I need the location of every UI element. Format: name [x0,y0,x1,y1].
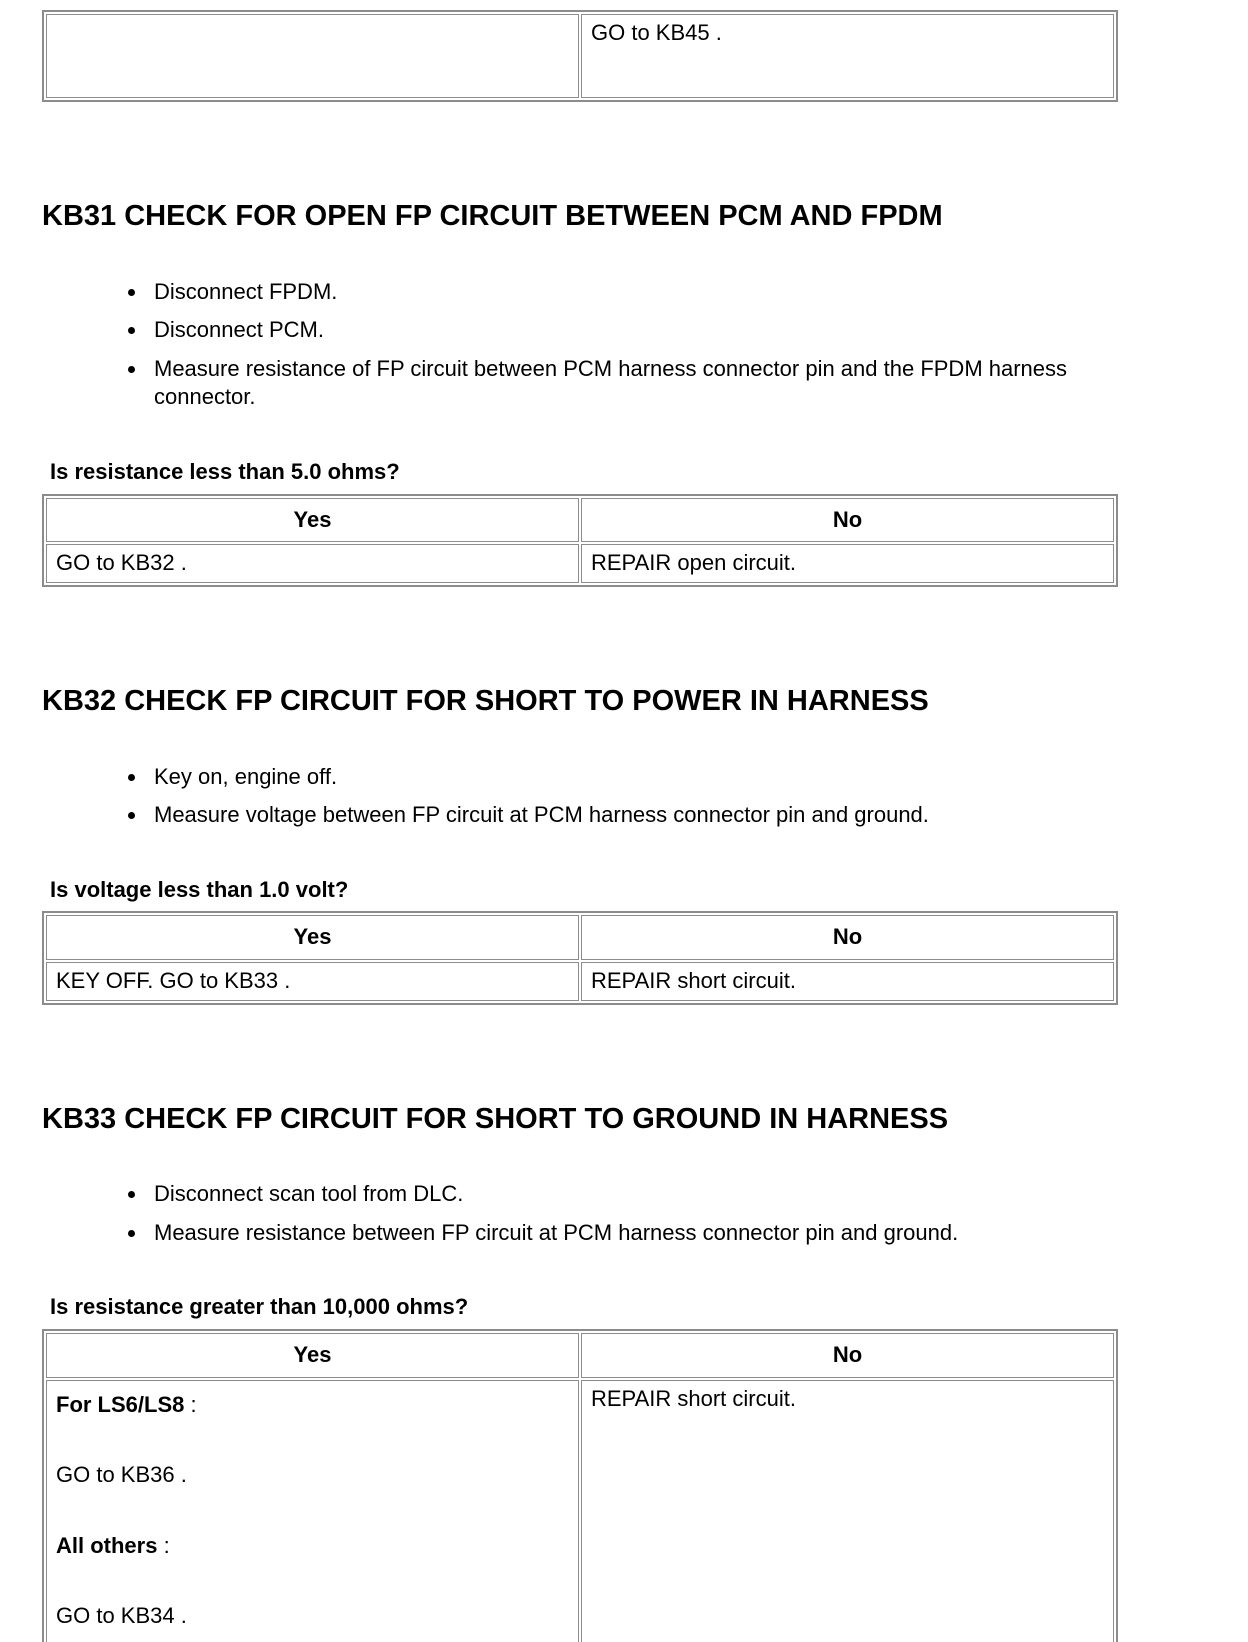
condition-colon: : [184,1391,197,1417]
bullet-item: • Disconnect FPDM. [148,278,1118,307]
decision-table-kb32 [42,911,1118,1004]
table-row [46,544,1114,583]
table-row [46,14,1114,98]
decision-table-kb33 [42,1329,1118,1642]
no-header: No [581,915,1114,960]
table-header-row [46,498,1114,543]
table-row [46,1380,1114,1642]
bullet-item: • Measure voltage between FP circuit at PCM harness connector pin and ground. [148,801,1118,830]
bullet-item: • Measure resistance of FP circuit between PCM harness connector pin and the FPDM harness connector. [148,355,1118,412]
decision-table-kb31 [42,494,1118,587]
table-header-row [46,915,1114,960]
section-heading-kb31: KB31 CHECK FOR OPEN FP CIRCUIT BETWEEN PCM AND FPDM [42,200,943,232]
question-kb31: Is resistance less than 5.0 ohms? [50,459,400,485]
continuation-table [42,10,1118,102]
yes-cell-line: GO to KB36 . [56,1462,187,1488]
yes-header: Yes [46,498,579,543]
continuation-cell-left [46,14,579,98]
section-heading-kb32: KB32 CHECK FP CIRCUIT FOR SHORT TO POWER IN HARNESS [42,684,929,717]
bullet-list-kb31 [42,278,1118,412]
yes-cell-line [56,1532,569,1561]
bullet-list-kb32 [42,763,1118,830]
no-cell: REPAIR short circuit. [581,962,1114,1001]
bullet-item: • Disconnect PCM. [148,316,1118,345]
no-cell: REPAIR short circuit. [581,1380,1114,1642]
bullet-item: • Key on, engine off. [148,763,1118,792]
bullet-list-kb33 [42,1180,1118,1247]
bullet-item: • Disconnect scan tool from DLC. [148,1180,1118,1209]
yes-header: Yes [46,915,579,960]
yes-header: Yes [46,1333,579,1378]
no-header: No [581,1333,1114,1378]
question-kb33: Is resistance greater than 10,000 ohms? [50,1294,469,1320]
continuation-cell-right: GO to KB45 . [581,14,1114,98]
question-kb32: Is voltage less than 1.0 volt? [50,876,349,902]
yes-cell [46,1380,579,1642]
yes-cell-line: GO to KB34 . [56,1603,187,1629]
condition-colon: : [157,1532,170,1558]
yes-cell-line [56,1391,569,1420]
yes-cell: KEY OFF. GO to KB33 . [46,962,579,1001]
yes-cell: GO to KB32 . [46,544,579,583]
table-header-row [46,1333,1114,1378]
section-heading-kb33: KB33 CHECK FP CIRCUIT FOR SHORT TO GROUND IN HARNESS [42,1102,949,1135]
no-header: No [581,498,1114,543]
condition-label: For LS6/LS8 [56,1391,185,1417]
no-cell: REPAIR open circuit. [581,544,1114,583]
bullet-item: • Measure resistance between FP circuit at PCM harness connector pin and ground. [148,1219,1118,1248]
condition-label: All others [56,1532,158,1558]
table-row [46,962,1114,1001]
